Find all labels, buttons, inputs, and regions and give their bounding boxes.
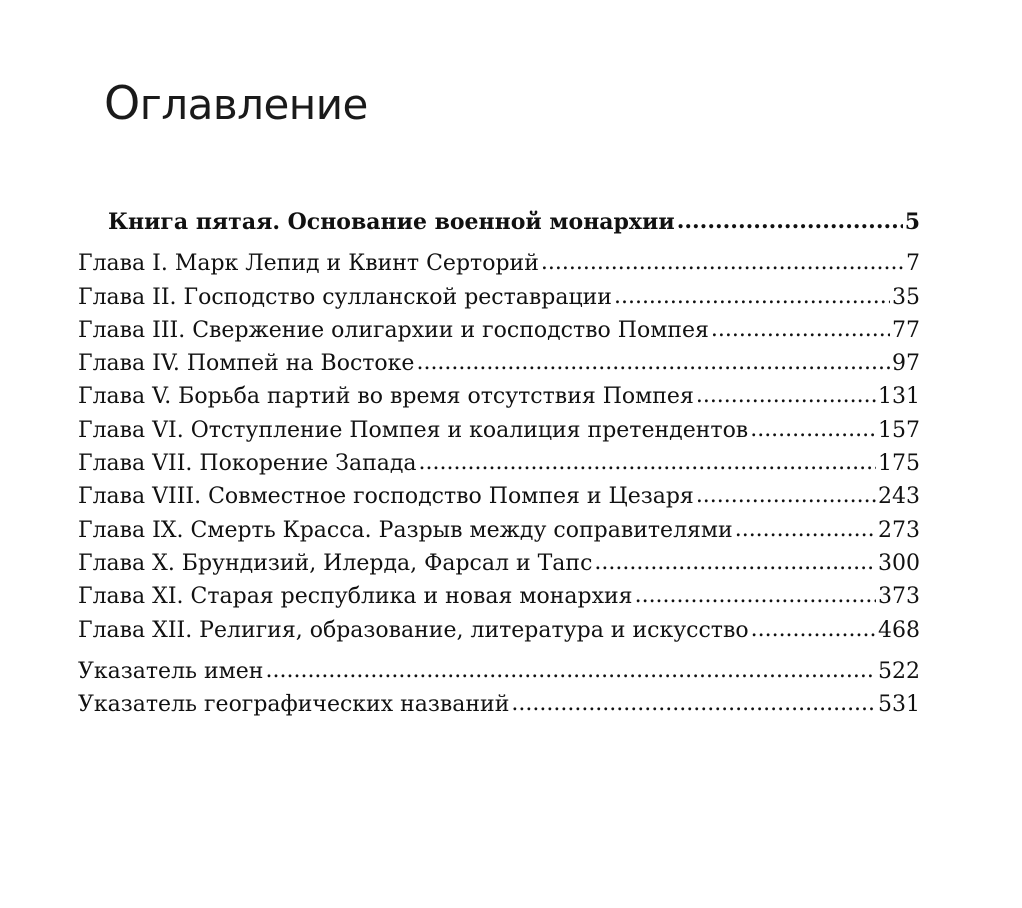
dot-leader — [751, 613, 876, 646]
toc-entry-page: 373 — [878, 584, 920, 610]
toc-entry-title: Глава IX. Смерть Красса. Разрыв между соправителями — [78, 517, 733, 543]
dot-leader — [750, 413, 876, 446]
toc-entry-page: 175 — [878, 451, 920, 477]
toc-chapter-entry[interactable] — [78, 580, 920, 613]
toc-entry-title: Глава I. Марк Лепид и Квинт Серторий — [78, 251, 539, 277]
page-title-initial: О — [104, 76, 140, 131]
toc-entry-page: 97 — [892, 351, 920, 377]
toc-chapter-entry[interactable] — [78, 614, 920, 647]
dot-leader — [696, 379, 876, 412]
toc-chapter-entry[interactable] — [78, 380, 920, 413]
toc-index-entry[interactable] — [78, 655, 920, 688]
toc-entry-page: 157 — [878, 417, 920, 443]
toc-entry-title: Глава VII. Покорение Запада — [78, 451, 417, 477]
toc-entry-page: 5 — [904, 209, 920, 235]
dot-leader — [635, 579, 876, 612]
toc-chapter-entry[interactable] — [78, 414, 920, 447]
toc-entry-title: Глава XII. Религия, образование, литература и искусство — [78, 617, 749, 643]
table-of-contents — [78, 206, 920, 721]
toc-book-entry[interactable] — [78, 206, 920, 239]
toc-entry-page: 531 — [878, 692, 920, 718]
toc-entry-title: Указатель имен — [78, 658, 264, 684]
toc-entry-page: 522 — [878, 658, 920, 684]
dot-leader — [594, 546, 876, 579]
page-title — [104, 76, 368, 131]
toc-entry-page: 273 — [878, 517, 920, 543]
toc-entry-title: Глава VI. Отступление Помпея и коалиция претендентов — [78, 417, 749, 443]
toc-entry-page: 77 — [892, 317, 920, 343]
toc-index-entry[interactable] — [78, 688, 920, 721]
page-title-rest: главление — [139, 80, 368, 130]
toc-chapter-entry[interactable] — [78, 247, 920, 280]
dot-leader — [735, 513, 876, 546]
toc-entry-page: 7 — [906, 251, 920, 277]
toc-entry-title: Глава VIII. Совместное господство Помпея и Цезаря — [78, 484, 694, 510]
toc-entry-title: Указатель географических названий — [78, 692, 510, 718]
toc-chapter-entry[interactable] — [78, 347, 920, 380]
toc-chapter-entry[interactable] — [78, 447, 920, 480]
toc-chapter-entry[interactable] — [78, 547, 920, 580]
dot-leader — [419, 446, 876, 479]
toc-entry-title: Глава XI. Старая республика и новая монархия — [78, 584, 633, 610]
dot-leader — [711, 313, 890, 346]
toc-entry-page: 468 — [878, 617, 920, 643]
toc-chapter-entry[interactable] — [78, 480, 920, 513]
toc-entry-page: 300 — [878, 550, 920, 576]
dot-leader — [677, 205, 903, 238]
dot-leader — [696, 479, 876, 512]
dot-leader — [416, 346, 890, 379]
toc-chapter-entry[interactable] — [78, 514, 920, 547]
toc-chapter-entry[interactable] — [78, 281, 920, 314]
dot-leader — [614, 280, 890, 313]
dot-leader — [511, 687, 876, 720]
toc-entry-page: 243 — [878, 484, 920, 510]
toc-entry-title: Книга пятая. Основание военной монархии — [108, 209, 675, 235]
toc-entry-page: 131 — [878, 384, 920, 410]
toc-entry-title: Глава IV. Помпей на Востоке — [78, 351, 415, 377]
toc-entry-title: Глава II. Господство сулланской реставрации — [78, 284, 612, 310]
toc-entry-title: Глава X. Брундизий, Илерда, Фарсал и Тапс — [78, 550, 593, 576]
toc-entry-page: 35 — [892, 284, 920, 310]
dot-leader — [265, 654, 876, 687]
dot-leader — [541, 246, 904, 279]
toc-chapter-entry[interactable] — [78, 314, 920, 347]
toc-entry-title: Глава V. Борьба партий во время отсутствия Помпея — [78, 384, 694, 410]
toc-entry-title: Глава III. Свержение олигархии и господство Помпея — [78, 317, 709, 343]
